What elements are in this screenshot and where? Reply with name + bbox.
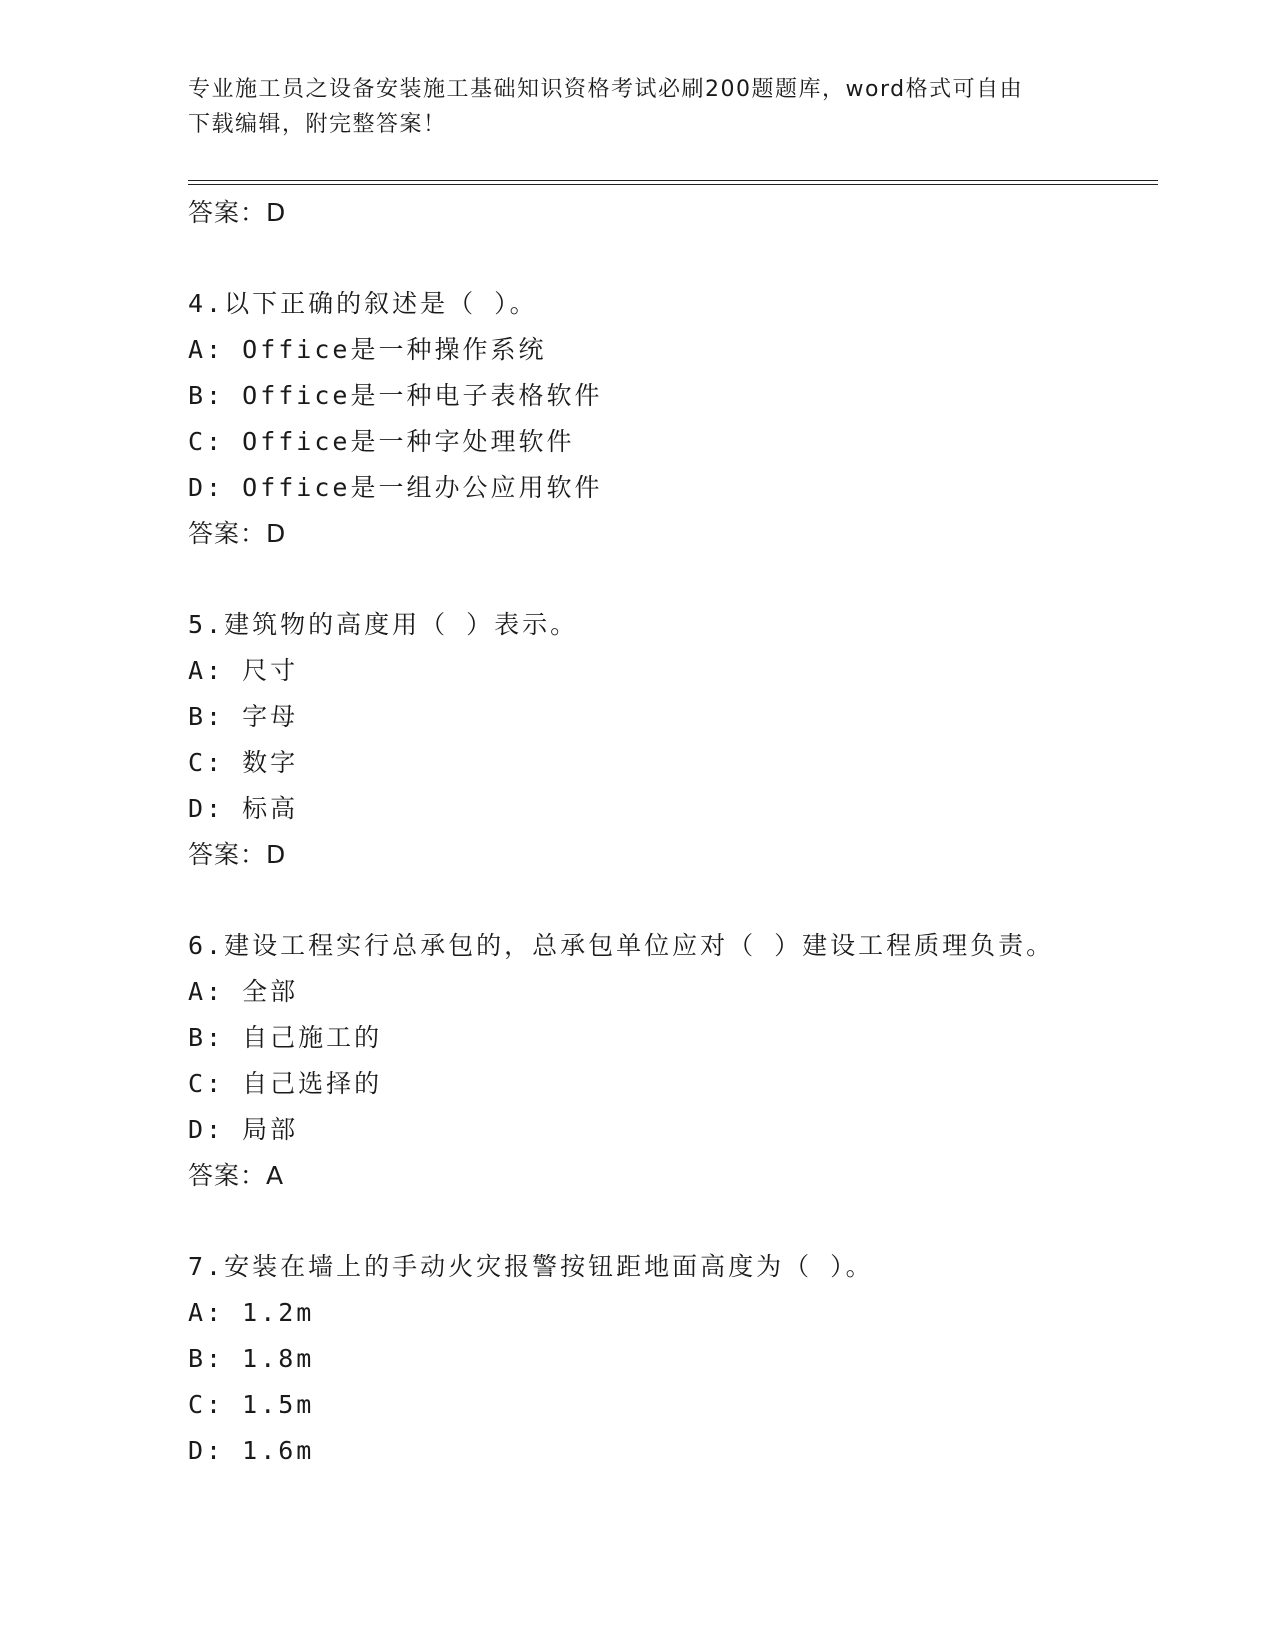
header-line-2: 下载编辑，附完整答案！ <box>188 112 447 137</box>
answer: 答案：D <box>188 519 287 548</box>
question-5 <box>188 602 1188 878</box>
option-a: A: Office是一种操作系统 <box>188 335 547 364</box>
option-d: D: 局部 <box>188 1115 299 1144</box>
answer: 答案：A <box>188 1161 285 1190</box>
option-d: D: Office是一组办公应用软件 <box>188 473 603 502</box>
question-stem: 5.建筑物的高度用（ ）表示。 <box>188 610 579 639</box>
option-b: B: Office是一种电子表格软件 <box>188 381 603 410</box>
header-line-1: 专业施工员之设备安装施工基础知识资格考试必刷200题题库，word格式可自由 <box>188 77 1024 102</box>
header-rule-bottom <box>188 184 1158 185</box>
document-header <box>188 72 1088 142</box>
option-c: C: 自己选择的 <box>188 1069 383 1098</box>
question-list <box>188 190 1188 1474</box>
answer: 答案：D <box>188 840 287 869</box>
option-d: D: 1.6m <box>188 1436 315 1465</box>
question-stem: 7.安装在墙上的手动火灾报警按钮距地面高度为（ ）。 <box>188 1252 874 1281</box>
option-a: A: 1.2m <box>188 1298 315 1327</box>
question-7 <box>188 1244 1188 1474</box>
answer-prev: 答案：D <box>188 198 287 227</box>
option-c: C: 数字 <box>188 748 299 777</box>
option-c: C: 1.5m <box>188 1390 315 1419</box>
question-stem: 4.以下正确的叙述是（ ）。 <box>188 289 538 318</box>
option-b: B: 1.8m <box>188 1344 315 1373</box>
question-stem: 6.建设工程实行总承包的，总承包单位应对（ ）建设工程质理负责。 <box>188 931 1055 960</box>
header-rule-top <box>188 180 1158 181</box>
option-a: A: 全部 <box>188 977 299 1006</box>
question-6 <box>188 923 1188 1199</box>
option-b: B: 自己施工的 <box>188 1023 383 1052</box>
option-d: D: 标高 <box>188 794 299 823</box>
question-4 <box>188 281 1188 557</box>
option-c: C: Office是一种字处理软件 <box>188 427 575 456</box>
option-a: A: 尺寸 <box>188 656 299 685</box>
option-b: B: 字母 <box>188 702 299 731</box>
